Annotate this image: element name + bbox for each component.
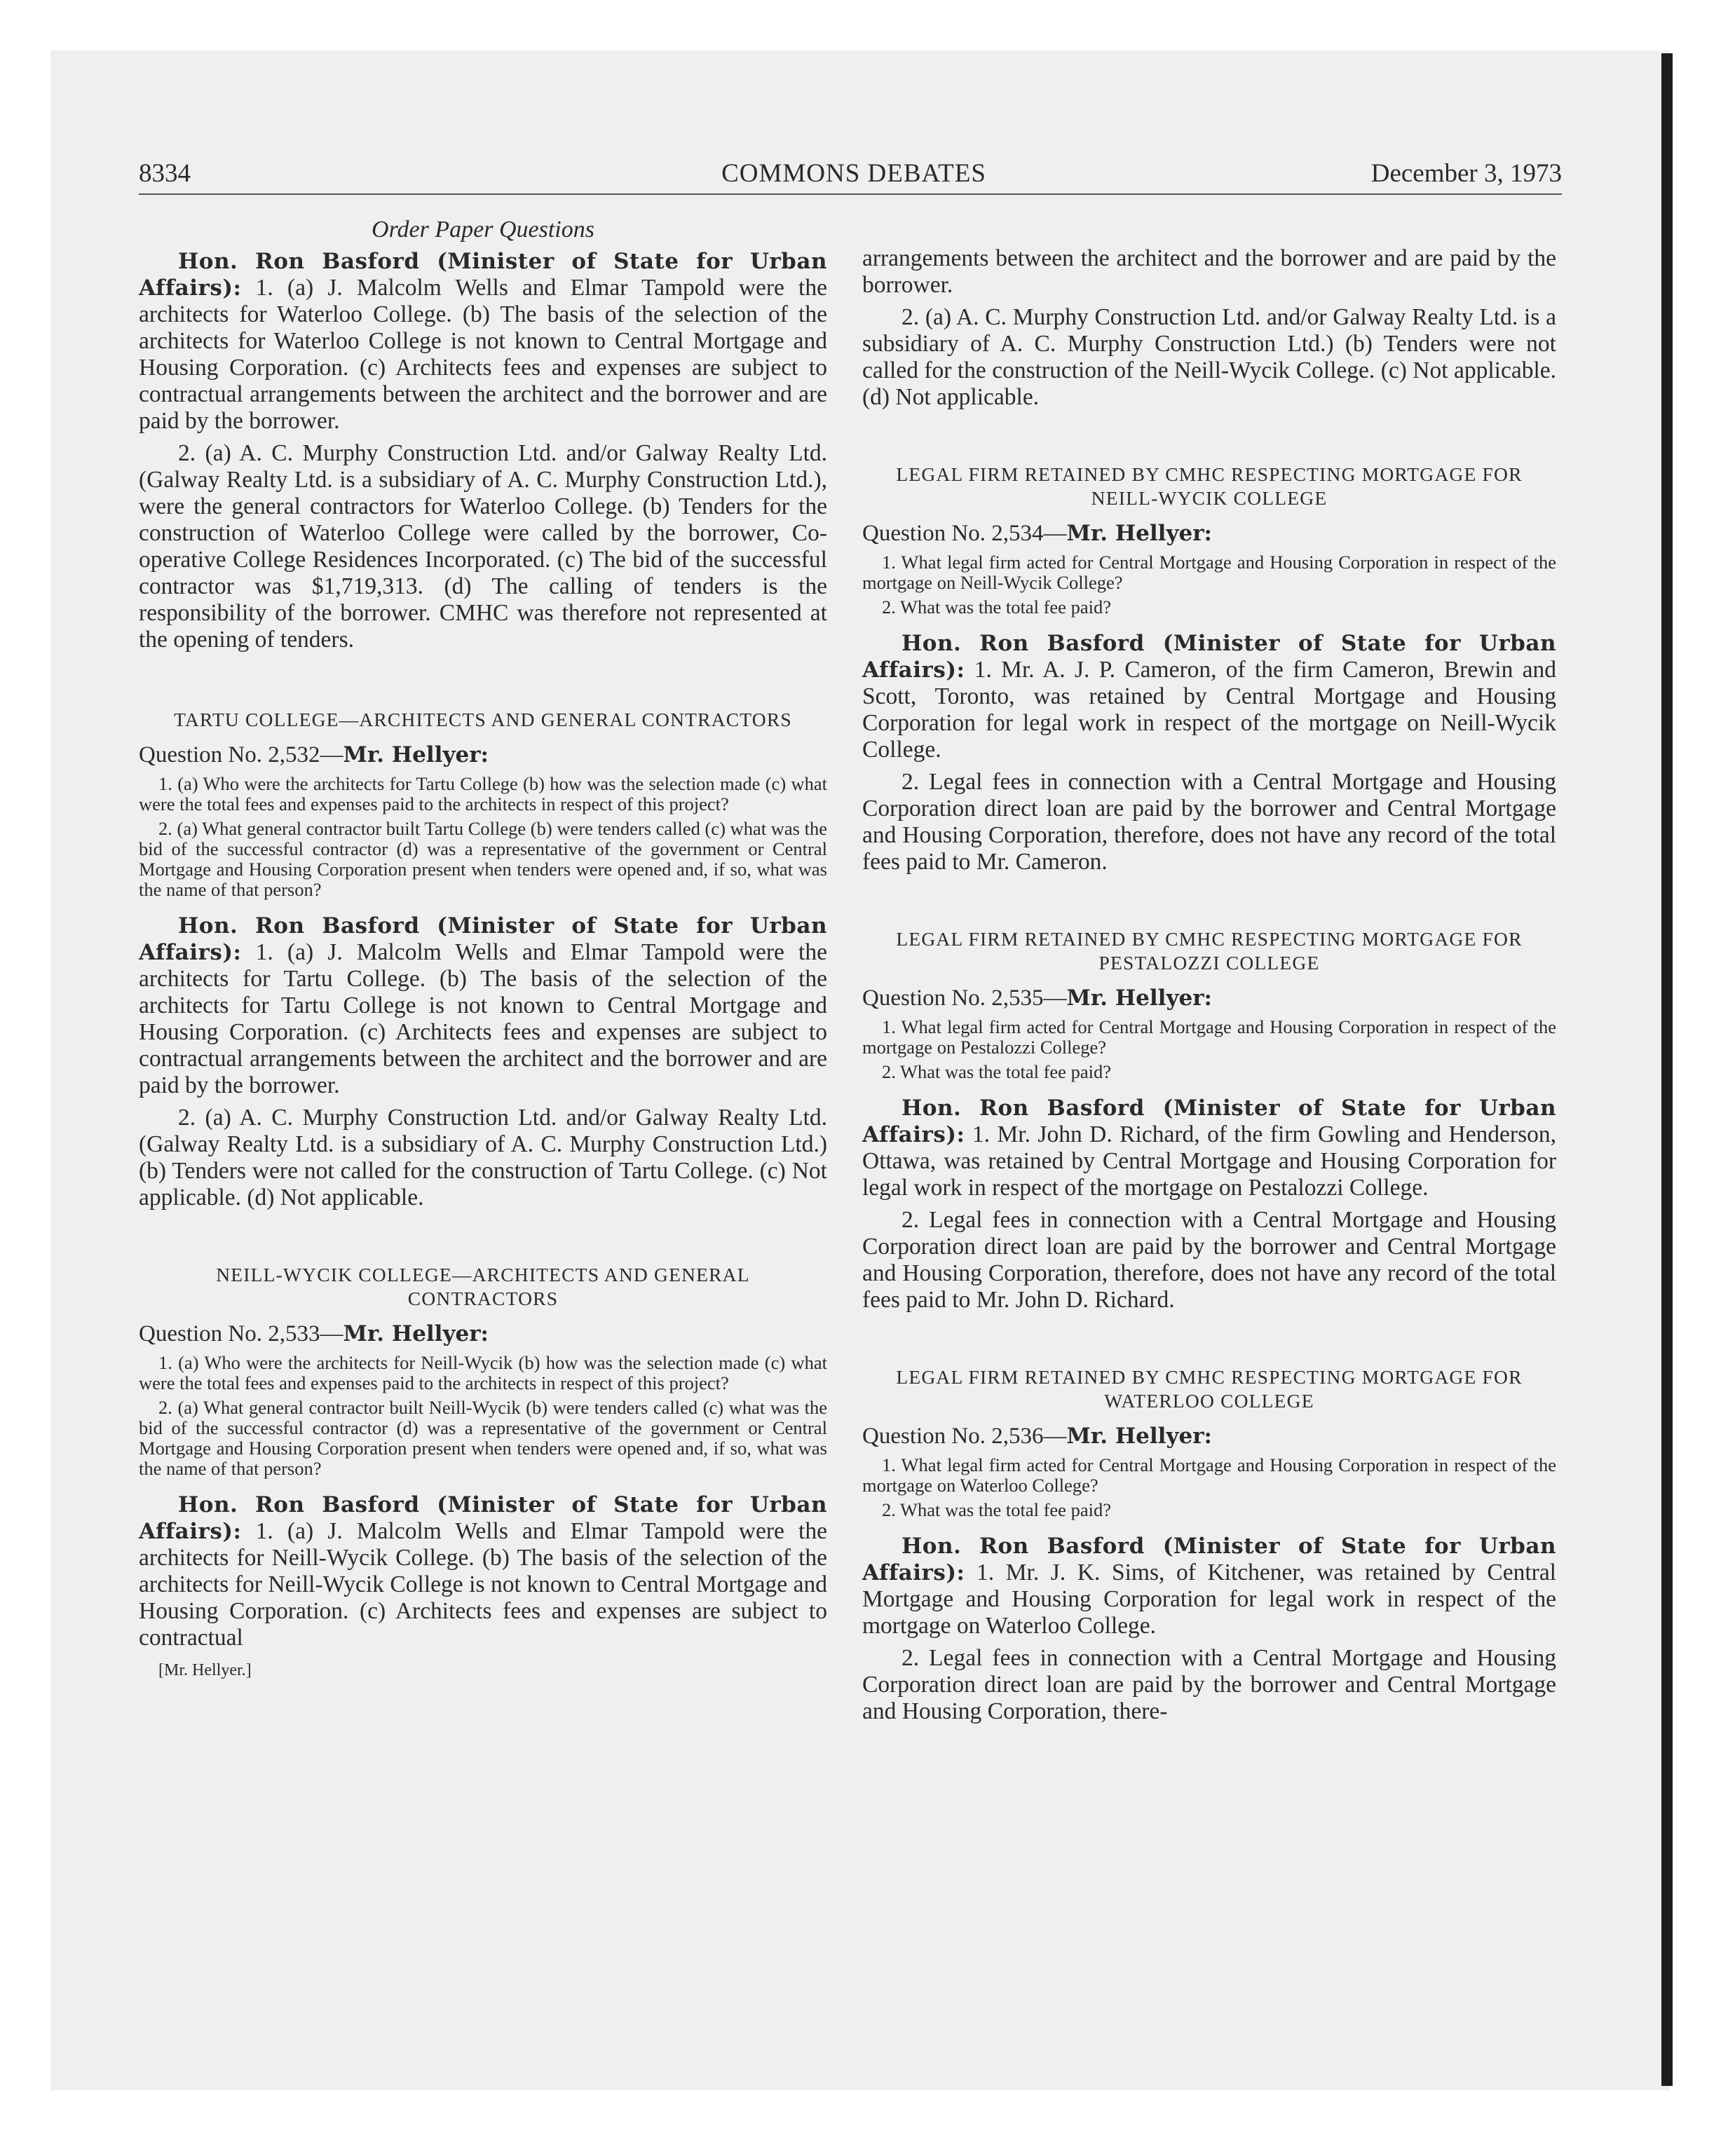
question-asker: Mr. Hellyer: [343,742,489,767]
page-number: 8334 [139,159,191,188]
speaker-name: Hon. Ron Basford (Minister of State for Urban Affairs): [862,1534,1556,1585]
question-number: Question No. 2,532— [139,742,343,767]
answer-paragraph [139,1492,827,1651]
header-rule [139,193,1562,195]
section-heading: LEGAL FIRM RETAINED BY CMHC RESPECTING MORTGAGE FOR PESTALOZZI COLLEGE [896,928,1523,974]
question-text: 2. What was the total fee paid? [882,596,1111,618]
answer-paragraph [139,913,827,1099]
answer-paragraph: 2. (a) A. C. Murphy Construction Ltd. and/or Galway Realty Ltd. (Galway Realty Ltd. is a subsidiary of A. C. Murphy Construction Ltd.)(b) Tenders were not called for the construction of Tartu College. (c) Not applicable. (d) Not applicable. [139,1105,827,1210]
question-asker: Mr. Hellyer: [1066,1424,1212,1449]
answer-paragraph [139,248,827,435]
question-text: 1. (a) Who were the architects for Tartu College (b) how was the selection made (c) what were the total fees and expenses paid to the architects in respect of this project? [139,773,827,814]
question-line [862,1421,1556,1451]
answer-text: 1. Mr. J. K. Sims, of Kitchener, was retained by Central Mortgage and Housing Corporation for legal work in respect of the mortgage on Waterloo College. [862,1560,1556,1639]
question-text: 1. What legal firm acted for Central Mortgage and Housing Corporation in respect of the mortgage on Waterloo College? [862,1454,1556,1496]
question-text: 2. (a) What general contractor built Tartu College (b) were tenders called (c) what was the bid of the successful contractor (d) was a representative of the government or Central Mortgage and Housing Corporation present when tenders were opened and, if so, what was the name of that person? [139,818,827,900]
answer-paragraph: 2. Legal fees in connection with a Central Mortgage and Housing Corporation direct loan are paid by the borrower and Central Mortgage and Housing Corporation, there- [862,1645,1556,1724]
answer-continuation: arrangements between the architect and the borrower and are paid by the borrower. [862,245,1556,298]
question-line [862,983,1556,1013]
question-text: 1. What legal firm acted for Central Mortgage and Housing Corporation in respect of the mortgage on Neill-Wycik College? [862,552,1556,593]
speaker-name: Hon. Ron Basford (Minister of State for Urban Affairs): [862,1096,1556,1147]
question-number: Question No. 2,534— [862,521,1067,546]
answer-text: 1. Mr. A. J. P. Cameron, of the firm Cameron, Brewin and Scott, Toronto, was retained by Central Mortgage and Housing Corporation for legal work in respect of the mortgage on Neill-Wycik College. [862,657,1556,763]
question-asker: Mr. Hellyer: [1066,521,1212,546]
question-number: Question No. 2,535— [862,985,1067,1011]
page-header [139,156,1569,192]
question-line [862,519,1556,548]
speaker-name: Hon. Ron Basford (Minister of State for Urban Affairs): [139,913,827,965]
question-line [139,1319,827,1349]
question-text: 1. (a) Who were the architects for Neill-Wycik (b) how was the selection made (c) what were the total fees and expenses paid to the architects in respect of this project? [139,1352,827,1393]
answer-text: 1. (a) J. Malcolm Wells and Elmar Tampold were the architects for Waterloo College. (b) The basis of the selection of the architects for Waterloo College is not known to Central Mortgage and Housing Corporation. (c) Architects fees and expenses are subject to contractual arrangements between the architect and the borrower and are paid by the borrower. [139,275,827,434]
answer-paragraph [862,1533,1556,1639]
answer-paragraph [862,630,1556,763]
question-text: 2. What was the total fee paid? [882,1061,1111,1082]
question-text: 2. (a) What general contractor built Neill-Wycik (b) were tenders called (c) what was the bid of the successful contractor (d) was a representative of the government or Central Mortgage and Housing Corporation present when tenders were opened and, if so, what was the name of that person? [139,1397,827,1479]
section-heading: NEILL-WYCIK COLLEGE—ARCHITECTS AND GENERAL CONTRACTORS [216,1264,750,1309]
answer-text: 1. (a) J. Malcolm Wells and Elmar Tampold were the architects for Neill-Wycik College. (b) The basis of the selection of the architects for Neill-Wycik College is not known to Central Mortgage and Housing Corporation. (c) Architects fees and expenses are subject to contractual [139,1518,827,1651]
page-date: December 3, 1973 [1370,159,1562,188]
section-heading: LEGAL FIRM RETAINED BY CMHC RESPECTING MORTGAGE FOR NEILL-WYCIK COLLEGE [896,463,1523,509]
answer-text: 1. Mr. John D. Richard, of the firm Gowling and Henderson, Ottawa, was retained by Central Mortgage and Housing Corporation for legal work in respect of the mortgage on Pestalozzi College. [862,1121,1556,1201]
right-column [862,245,1556,1731]
speaker-name: Hon. Ron Basford (Minister of State for Urban Affairs): [139,249,827,301]
answer-paragraph: 2. (a) A. C. Murphy Construction Ltd. and/or Galway Realty Ltd. is a subsidiary of A. C. Murphy Construction Ltd.) (b) Tenders were not called for the construction of the Neill-Wycik College. (c) Not applicable. (d) Not applicable. [862,304,1556,410]
speaker-name: Hon. Ron Basford (Minister of State for Urban Affairs): [862,631,1556,683]
section-heading: TARTU COLLEGE—ARCHITECTS AND GENERAL CONTRACTORS [174,709,792,730]
footer-note: [Mr. Hellyer.] [158,1661,252,1679]
question-asker: Mr. Hellyer: [343,1321,489,1346]
question-number: Question No. 2,536— [862,1424,1067,1449]
question-line [139,740,827,770]
speaker-name: Hon. Ron Basford (Minister of State for Urban Affairs): [139,1492,827,1544]
question-asker: Mr. Hellyer: [1066,985,1212,1011]
answer-text: 1. (a) J. Malcolm Wells and Elmar Tampold were the architects for Tartu College. (b) The basis of the selection of the architects for Tartu College is not known to Central Mortgage and Housing Corporation. (c) Architects fees and expenses are subject to contractual arrangements between the architect and the borrower and are paid by the borrower. [139,939,827,1098]
question-number: Question No. 2,533— [139,1321,343,1346]
answer-paragraph: 2. Legal fees in connection with a Central Mortgage and Housing Corporation direct loan are paid by the borrower and Central Mortgage and Housing Corporation, therefore, does not have any record of the total fees paid to Mr. John D. Richard. [862,1207,1556,1313]
section-subtitle: Order Paper Questions [372,217,594,243]
answer-paragraph: 2. (a) A. C. Murphy Construction Ltd. and/or Galway Realty Ltd. (Galway Realty Ltd. is a subsidiary of A. C. Murphy Construction Ltd.), were the general contractors for Waterloo College. (b) Tenders for the construction of Waterloo College were called by the borrower, Co-operative College Residences Incorporated. (c) The bid of the successful contractor was $1,719,313. (d) The calling of tenders is the responsibility of the borrower. CMHC was therefore not represented at the opening of tenders. [139,440,827,653]
left-column [139,210,827,1680]
section-heading: LEGAL FIRM RETAINED BY CMHC RESPECTING MORTGAGE FOR WATERLOO COLLEGE [896,1366,1523,1412]
answer-paragraph: 2. Legal fees in connection with a Central Mortgage and Housing Corporation direct loan are paid by the borrower and Central Mortgage and Housing Corporation, therefore, does not have any record of the total fees paid to Mr. Cameron. [862,769,1556,875]
question-text: 1. What legal firm acted for Central Mortgage and Housing Corporation in respect of the mortgage on Pestalozzi College? [862,1016,1556,1058]
question-text: 2. What was the total fee paid? [882,1499,1111,1520]
publication-title: COMMONS DEBATES [721,159,986,188]
answer-paragraph [862,1095,1556,1201]
scan-edge-shadow [1661,53,1673,2086]
